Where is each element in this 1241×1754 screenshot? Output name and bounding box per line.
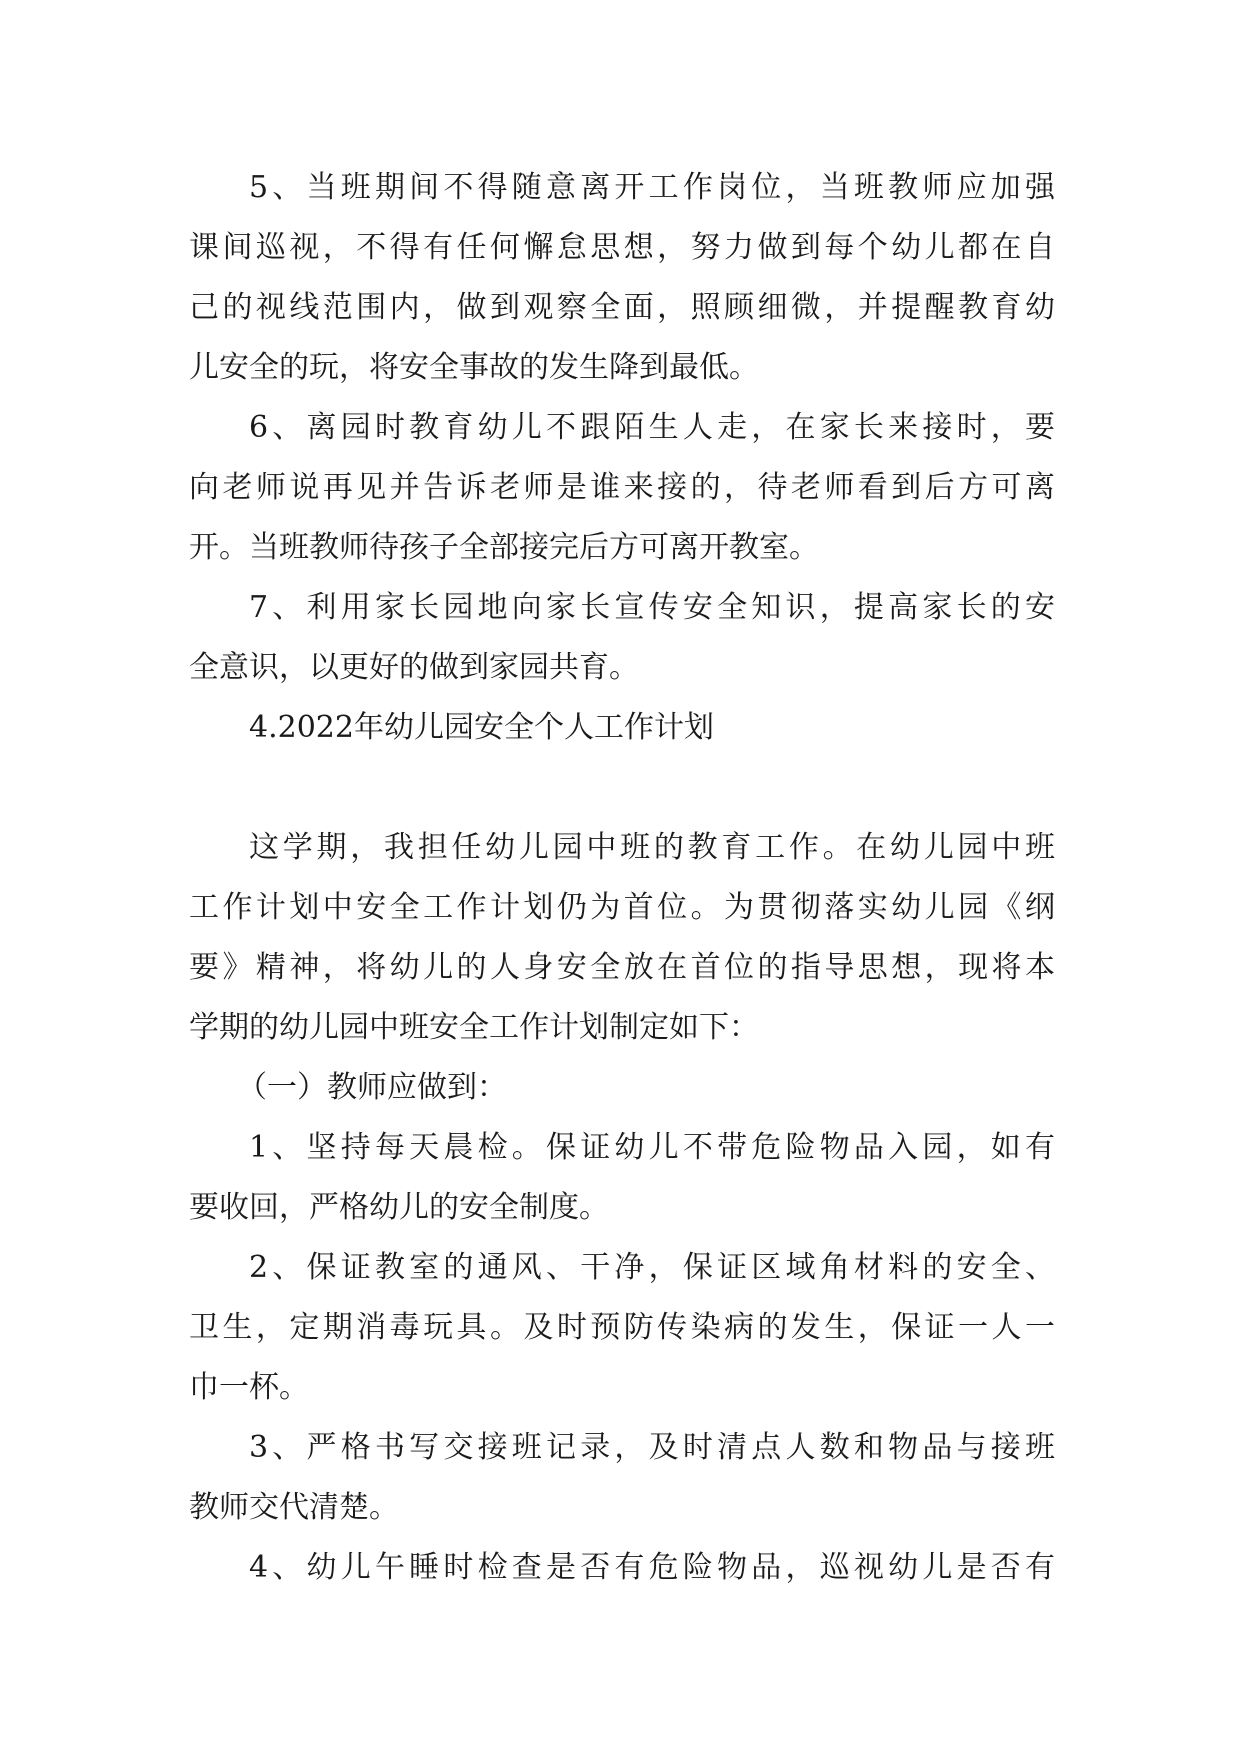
text-line: 开。当班教师待孩子全部接完后方可离开教室。 [189,530,819,565]
text-line: 教师交代清楚。 [189,1490,399,1525]
text-line: 全意识，以更好的做到家园共育。 [189,650,639,685]
document-body [189,158,1055,1598]
text-line: 6、离园时教育幼儿不跟陌生人走，在家长来接时，要 [249,410,1055,445]
text-line: 要》精神，将幼儿的人身安全放在首位的指导思想，现将本 [189,950,1055,985]
subheading: （一）教师应做到： [237,1070,507,1105]
text-line: 学期的幼儿园中班安全工作计划制定如下： [189,1010,759,1045]
text-line: 5、当班期间不得随意离开工作岗位，当班教师应加强 [249,170,1055,205]
section-gap [189,758,1055,818]
text-line: 工作计划中安全工作计划仍为首位。为贯彻落实幼儿园《纲 [189,890,1055,925]
paragraph-item-6 [189,398,1055,578]
text-line: 向老师说再见并告诉老师是谁来接的，待老师看到后方可离 [189,470,1055,505]
text-line: 7、利用家长园地向家长宣传安全知识，提高家长的安 [249,590,1055,625]
text-line: 这学期，我担任幼儿园中班的教育工作。在幼儿园中班 [249,830,1055,865]
intro-paragraph [189,818,1055,1058]
paragraph-item-5 [189,158,1055,398]
text-line: 3、严格书写交接班记录，及时清点人数和物品与接班 [249,1430,1055,1465]
text-line: 己的视线范围内，做到观察全面，照顾细微，并提醒教育幼 [189,290,1055,325]
list-item-1 [189,1118,1055,1238]
paragraph-item-7 [189,578,1055,698]
text-line: 课间巡视，不得有任何懈怠思想，努力做到每个幼儿都在自 [189,230,1055,265]
list-item-4 [189,1538,1055,1598]
text-line: 儿安全的玩，将安全事故的发生降到最低。 [189,350,759,385]
text-line: 2、保证教室的通风、干净，保证区域角材料的安全、 [249,1250,1055,1285]
section-heading: 4.2022年幼儿园安全个人工作计划 [249,710,714,745]
list-item-3 [189,1418,1055,1538]
list-item-2 [189,1238,1055,1418]
text-line: 1、坚持每天晨检。保证幼儿不带危险物品入园，如有 [249,1130,1055,1165]
text-line: 卫生，定期消毒玩具。及时预防传染病的发生，保证一人一 [189,1310,1055,1345]
text-line: 要收回，严格幼儿的安全制度。 [189,1190,609,1225]
text-line: 巾一杯。 [189,1370,309,1405]
text-line: 4、幼儿午睡时检查是否有危险物品，巡视幼儿是否有 [249,1550,1055,1585]
